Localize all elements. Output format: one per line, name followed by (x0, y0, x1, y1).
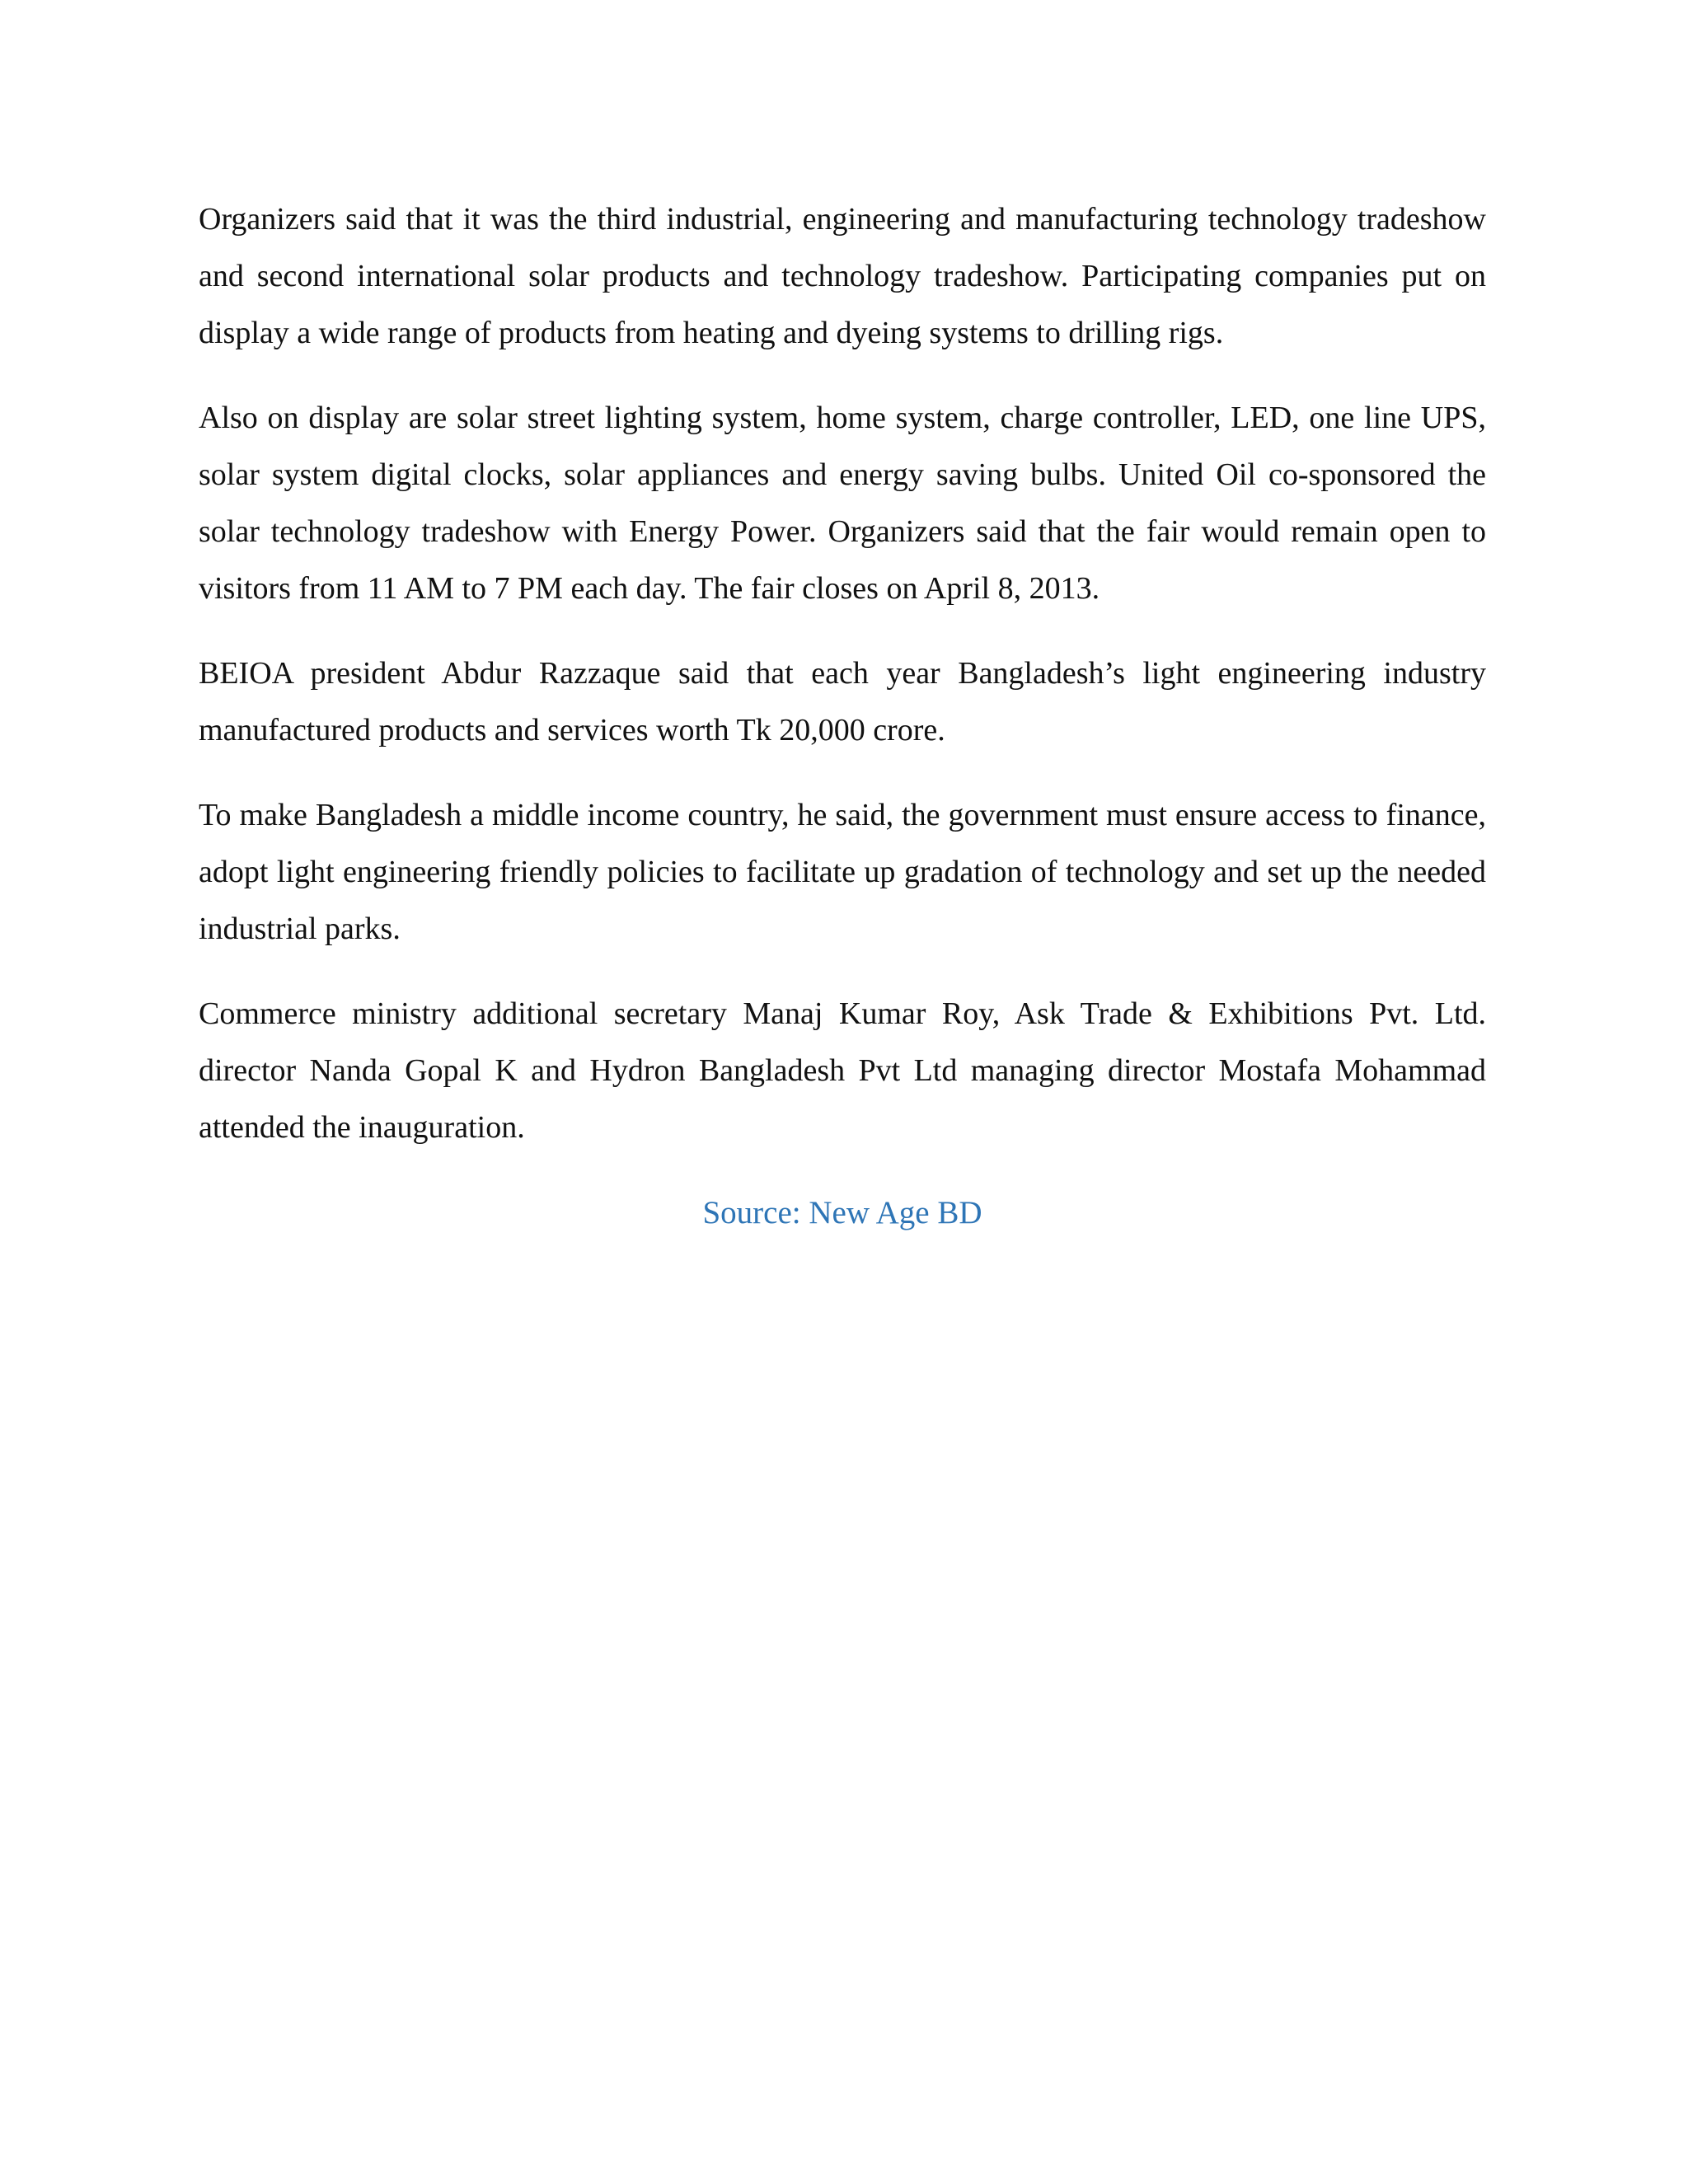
source-link[interactable]: Source: New Age BD (702, 1195, 982, 1230)
paragraph-attendees: Commerce ministry additional secretary Manaj Kumar Roy, Ask Trade & Exhibitions Pvt. Ltd. director Nanda Gopal K and Hydron Bangladesh Pvt Ltd managing director Mostafa Mohammad attended the inauguration. (199, 996, 1486, 1145)
paragraph-middle-income: To make Bangladesh a middle income country, he said, the government must ensure access to finance, adopt light engineering friendly policies to facilitate up gradation of technology and set up the needed industrial parks. (199, 798, 1486, 946)
paragraph-tradeshow-intro: Organizers said that it was the third industrial, engineering and manufacturing technology tradeshow and second international solar products and technology tradeshow. Participating companies put on display a wide range of products from heating and dyeing systems to drilling rigs. (199, 202, 1486, 350)
article-body (199, 191, 1486, 1241)
paragraph-solar-display: Also on display are solar street lighting system, home system, charge controller, LED, one line UPS, solar system digital clocks, solar appliances and energy saving bulbs. United Oil co-sponsored the solar technology tradeshow with Energy Power. Organizers said that the fair would remain open to visitors from 11 AM to 7 PM each day. The fair closes on April 8, 2013. (199, 401, 1486, 606)
paragraph-beioa-president: BEIOA president Abdur Razzaque said that each year Bangladesh’s light engineering industry manufactured products and services worth Tk 20,000 crore. (199, 656, 1486, 748)
